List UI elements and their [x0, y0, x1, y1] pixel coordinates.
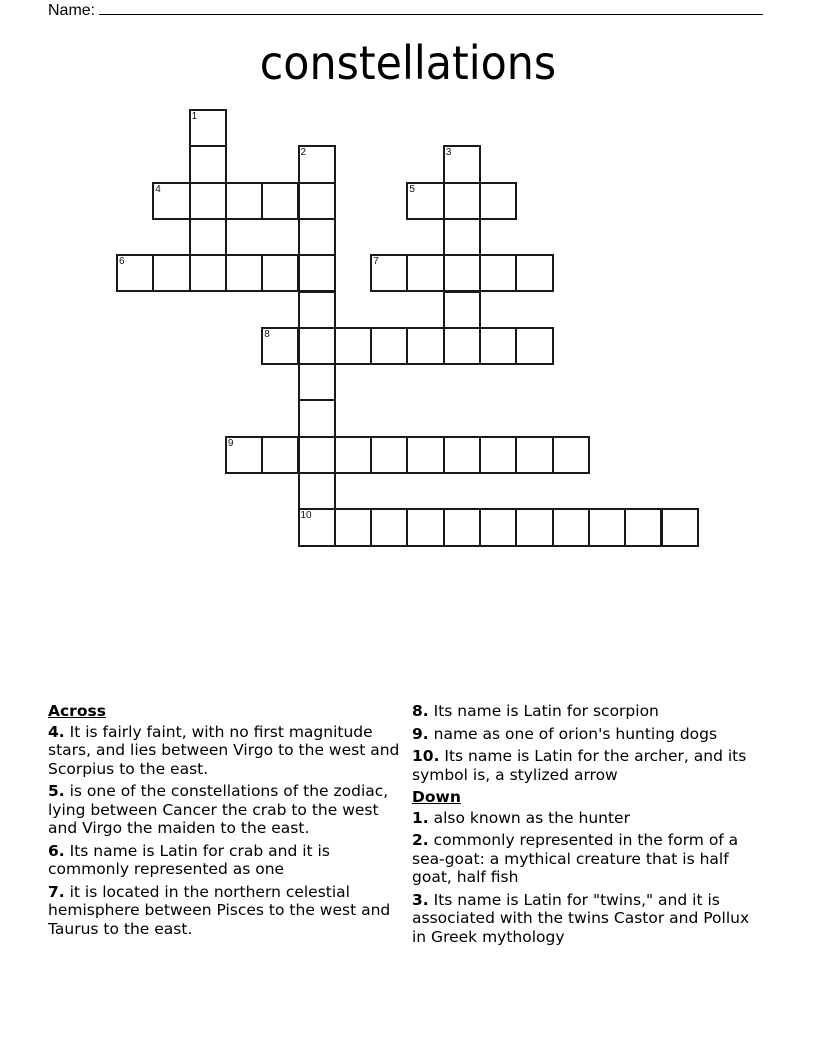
- crossword-cell[interactable]: [189, 218, 227, 256]
- cell-number: 10: [300, 510, 312, 522]
- crossword-cell[interactable]: [406, 254, 444, 292]
- cell-number: 5: [409, 183, 415, 195]
- crossword-cell[interactable]: [370, 436, 408, 474]
- clue-number: 2.: [412, 831, 429, 849]
- crossword-cell[interactable]: [261, 254, 299, 292]
- cell-number: 2: [300, 147, 307, 159]
- clue-number: 5.: [48, 782, 65, 800]
- name-label: Name:: [48, 2, 96, 19]
- crossword-cell[interactable]: [552, 436, 590, 474]
- clue-text: It is fairly faint, with no first magnitude stars, and lies between Virgo to the west and Scorpius to the east.: [48, 722, 400, 778]
- page-title: constellations: [259, 36, 557, 90]
- clue-text: Its name is Latin for crab and it is commonly represented as one: [48, 841, 330, 878]
- crossword-cell[interactable]: [298, 363, 336, 401]
- crossword-cell[interactable]: [298, 218, 336, 256]
- clue-text: Its name is Latin for scorpion: [433, 702, 659, 720]
- clue-down-1: [412, 809, 762, 828]
- crossword-cell[interactable]: [261, 182, 299, 220]
- clue-across-4: [48, 723, 400, 779]
- crossword-cell[interactable]: [370, 508, 408, 546]
- crossword-cell[interactable]: [406, 436, 444, 474]
- crossword-cell[interactable]: [406, 508, 444, 546]
- clue-text: it is located in the northern celestial hemisphere between Pisces to the west and Taurus to the east.: [48, 882, 391, 938]
- crossword-cell[interactable]: [370, 254, 408, 292]
- clue-number: 1.: [412, 808, 429, 827]
- crossword-cell[interactable]: [370, 327, 408, 365]
- clue-number: 8.: [412, 702, 429, 720]
- cell-number: 9: [227, 437, 234, 449]
- cell-number: 1: [191, 111, 198, 122]
- crossword-cell[interactable]: [189, 145, 227, 183]
- crossword-cell[interactable]: [443, 182, 481, 220]
- clue-across-7: [48, 883, 400, 939]
- crossword-cell[interactable]: [189, 254, 227, 292]
- cell-number: 8: [264, 328, 270, 340]
- crossword-cell[interactable]: [443, 508, 481, 546]
- clue-number: 3.: [412, 890, 429, 909]
- crossword-cell[interactable]: [298, 508, 336, 546]
- crossword-cell[interactable]: [479, 327, 517, 365]
- crossword-cell[interactable]: [298, 254, 336, 292]
- crossword-cell[interactable]: [334, 327, 372, 365]
- clue-down-2: [412, 831, 762, 887]
- crossword-cell[interactable]: [225, 436, 263, 474]
- crossword-cell[interactable]: [298, 436, 336, 474]
- crossword-cell[interactable]: [298, 291, 336, 329]
- crossword-cell[interactable]: [152, 254, 190, 292]
- across-heading: Across: [48, 702, 106, 720]
- crossword-cell[interactable]: [406, 327, 444, 365]
- crossword-cell[interactable]: [443, 145, 481, 183]
- crossword-cell[interactable]: [225, 182, 263, 220]
- crossword-cell[interactable]: [552, 508, 590, 546]
- clue-text: also known as the hunter: [433, 808, 630, 827]
- clues-column-right: [412, 702, 762, 950]
- crossword-cell[interactable]: [588, 508, 626, 546]
- clue-number: 7.: [48, 882, 65, 901]
- crossword-cell[interactable]: [443, 218, 481, 256]
- clue-text: commonly represented in the form of a sea-goat: a mythical creature that is half goat, half fish: [412, 831, 739, 886]
- crossword-cell[interactable]: [189, 109, 227, 147]
- crossword-cell[interactable]: [515, 254, 553, 292]
- clue-across-8: [412, 702, 762, 721]
- clue-across-6: [48, 842, 400, 879]
- crossword-cell[interactable]: [443, 436, 481, 474]
- crossword-cell[interactable]: [298, 399, 336, 437]
- clue-number: 9.: [412, 724, 429, 743]
- clue-number: 6.: [48, 841, 65, 860]
- crossword-cell[interactable]: [479, 182, 517, 220]
- crossword-cell[interactable]: [152, 182, 190, 220]
- crossword-cell[interactable]: [261, 327, 299, 365]
- crossword-cell[interactable]: [443, 327, 481, 365]
- crossword-cell[interactable]: [515, 508, 553, 546]
- crossword-cell[interactable]: [515, 436, 553, 474]
- clue-across-10: [412, 747, 762, 784]
- clue-number: 10.: [412, 747, 440, 765]
- down-heading: Down: [412, 788, 461, 806]
- clue-text: is one of the constellations of the zodiac, lying between Cancer the crab to the west and Virgo the maiden to the east.: [48, 782, 389, 837]
- clue-down-3: [412, 891, 762, 947]
- crossword-cell[interactable]: [298, 145, 336, 183]
- crossword-cell[interactable]: [443, 291, 481, 329]
- crossword-cell[interactable]: [298, 327, 336, 365]
- crossword-cell[interactable]: [298, 182, 336, 220]
- crossword-cell[interactable]: [189, 182, 227, 220]
- crossword-cell[interactable]: [479, 436, 517, 474]
- clue-text: name as one of orion's hunting dogs: [433, 724, 718, 743]
- crossword-cell[interactable]: [298, 472, 336, 510]
- cell-number: 3: [445, 147, 452, 159]
- cell-number: 6: [119, 256, 125, 268]
- cell-number: 4: [155, 183, 161, 195]
- crossword-cell[interactable]: [661, 508, 699, 546]
- crossword-cell[interactable]: [406, 182, 444, 220]
- crossword-cell[interactable]: [225, 254, 263, 292]
- clue-text: Its name is Latin for "twins," and it is associated with the twins Castor and Pollux in Greek mythology: [412, 890, 750, 946]
- crossword-cell[interactable]: [515, 327, 553, 365]
- crossword-cell[interactable]: [443, 254, 481, 292]
- clues-column-left: [48, 702, 400, 942]
- clue-across-9: [412, 725, 762, 744]
- crossword-cell[interactable]: [479, 508, 517, 546]
- crossword-cell[interactable]: [479, 254, 517, 292]
- crossword-cell[interactable]: [624, 508, 662, 546]
- crossword-cell[interactable]: [334, 436, 372, 474]
- clue-across-5: [48, 782, 400, 838]
- clue-number: 4.: [48, 722, 65, 741]
- crossword-cell[interactable]: [261, 436, 299, 474]
- cell-number: 7: [373, 256, 379, 268]
- crossword-cell[interactable]: [334, 508, 372, 546]
- crossword-cell[interactable]: [116, 254, 154, 292]
- clue-text: Its name is Latin for the archer, and its symbol is, a stylized arrow: [412, 747, 747, 784]
